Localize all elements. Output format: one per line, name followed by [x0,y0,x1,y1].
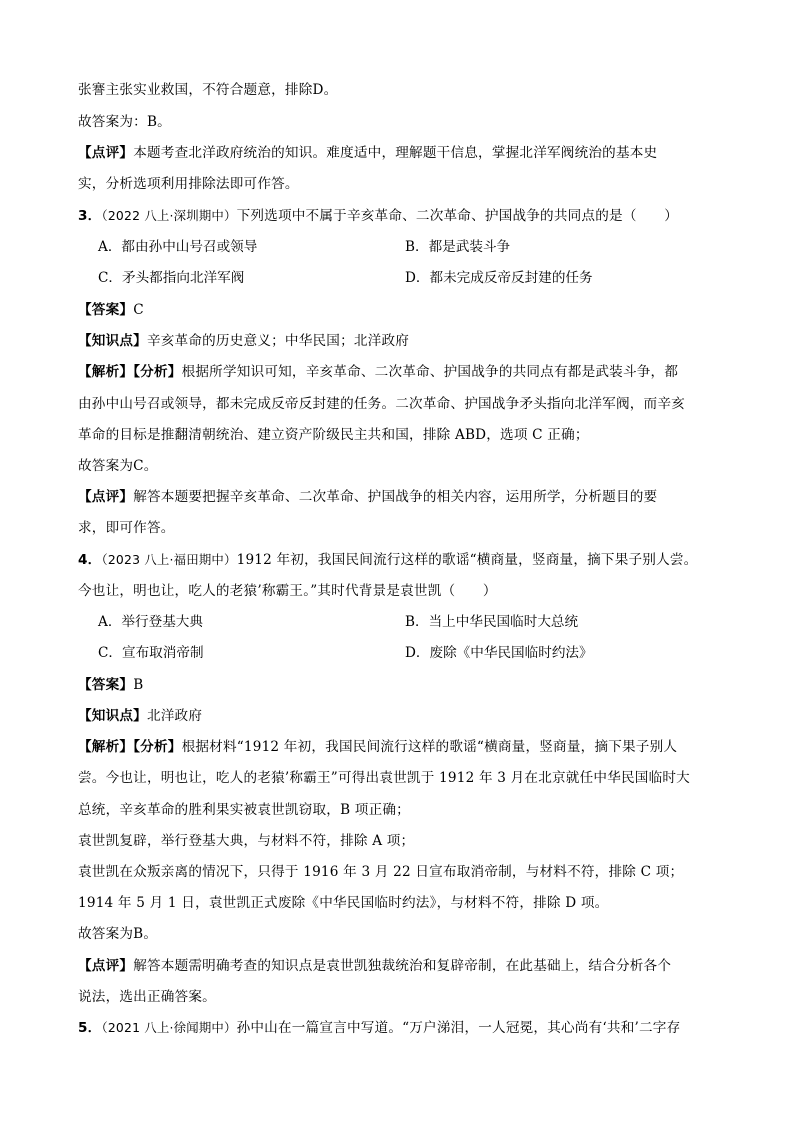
document-page [78,0,738,1123]
q3-analysis-line-3: 革命的目标是推翻清朝统治、建立资产阶级民主共和国，排除 ABD，选项 C 正确； [78,427,589,443]
intro-comment-line-2: 实，分析选项利用排除法即可作答。 [78,176,299,192]
question-source: （2023 八上·福田期中） [101,552,237,567]
q4-answer-line: 故答案为B。 [78,926,158,942]
comment-tag: 【点评】 [78,145,134,161]
question-text: 孙中山在一篇宣言中写道。“万户涕泪，一人冠冕，其心尚有‘共和’二字存 [236,1020,681,1036]
question-4-stem-1 [78,550,697,570]
comment-text: 本题考查北洋政府统治的知识。难度适中，理解题干信息，掌握北洋军阀统治的基本史 [133,145,658,161]
analysis-tag: 【解析】【分析】 [78,364,182,380]
analysis-text: 根据所学知识可知，辛亥革命、二次革命、护国战争的共同点有都是武装斗争，都 [181,364,679,380]
q3-option-d: D．都未完成反帝反封建的任务 [405,270,593,286]
q3-answer-line: 故答案为C。 [78,458,158,474]
comment-text: 解答本题要把握辛亥革命、二次革命、护国战争的相关内容，运用所学，分析题目的要 [133,489,658,505]
answer-value: C [133,302,144,318]
question-text: 下列选项中不属于辛亥革命、二次革命、护国战争的共同点的是（ ） [236,208,678,224]
q3-comment-line-2: 求，即可作答。 [78,520,175,536]
analysis-tag: 【解析】【分析】 [78,739,182,755]
knowledge-text: 辛亥革命的历史意义；中华民国；北洋政府 [146,333,410,349]
q3-option-c: C．矛头都指向北洋军阀 [98,270,245,286]
q3-analysis-line-2: 由孙中山号召或领导，都未完成反帝反封建的任务。二次革命、护国战争矛头指向北洋军阀，而辛亥 [78,396,685,412]
question-text: 1912 年初，我国民间流行这样的歌谣“横商量，竖商量，摘下果子别人尝。 [236,552,698,568]
q4-analysis-line-4: 袁世凯复辟，举行登基大典，与材料不符，排除 A 项； [78,833,415,849]
answer-tag: 【答案】 [78,302,134,318]
comment-text: 解答本题需明确考查的知识点是袁世凯独裁统治和复辟帝制，在此基础上，结合分析各个 [133,958,672,974]
intro-line: 张謇主张实业救国，不符合题意，排除D。 [78,82,338,98]
q3-option-a: A．都由孙中山号召或领导 [98,239,258,255]
q4-analysis-line-2: 尝。今也让，明也让，吃人的老猿’称霸王”可得出袁世凯于 1912 年 3 月在北京就任中华民国临时大 [78,770,690,786]
q4-comment-line-1 [78,956,671,976]
q4-analysis-line-6: 1914 年 5 月 1 日，袁世凯正式废除《中华民国临时约法》，与材料不符，排除 D 项。 [78,895,609,911]
q4-knowledge-point [78,706,202,726]
q4-analysis-line-5: 袁世凯在众叛亲离的情况下，只得于 1916 年 3 月 22 日宣布取消帝制，与材料不符，排除 C 项； [78,864,684,880]
q3-option-b: B．都是武装斗争 [405,239,511,255]
question-number: 3． [78,208,102,224]
q3-answer [78,300,144,320]
q4-analysis-line-1 [78,737,677,757]
intro-answer-line: 故答案为：B。 [78,114,171,130]
q3-knowledge-point [78,331,409,351]
q4-option-c: C．宣布取消帝制 [98,645,204,661]
q4-answer [78,675,143,695]
intro-comment-line-1 [78,143,657,163]
q4-analysis-line-3: 总统，辛亥革命的胜利果实被袁世凯窃取，B 项正确； [78,802,410,818]
q3-analysis-line-1 [78,362,678,382]
analysis-text: 根据材料“1912 年初，我国民间流行这样的歌谣“横商量，竖商量，摘下果子别人 [181,739,678,755]
q4-option-d: D．废除《中华民国临时约法》 [405,645,593,661]
comment-tag: 【点评】 [78,489,134,505]
knowledge-text: 北洋政府 [146,708,203,724]
q4-comment-line-2: 说法，选出正确答案。 [78,989,216,1005]
answer-tag: 【答案】 [78,677,134,693]
knowledge-tag: 【知识点】 [78,708,147,724]
knowledge-tag: 【知识点】 [78,333,147,349]
comment-tag: 【点评】 [78,958,134,974]
q4-option-b: B．当上中华民国临时大总统 [405,614,579,630]
question-number: 5． [78,1020,102,1036]
q3-comment-line-1 [78,487,657,507]
answer-value: B [133,677,144,693]
question-source: （2022 八上·深圳期中） [101,208,237,223]
question-source: （2021 八上·徐闻期中） [101,1020,237,1035]
question-3-stem [78,206,678,226]
question-5-stem-1 [78,1018,680,1038]
question-number: 4． [78,552,102,568]
q4-option-a: A．举行登基大典 [98,614,203,630]
question-4-stem-2: 今也让，明也让，吃人的老猿’称霸王。”其时代背景是袁世凯（ ） [78,583,497,599]
